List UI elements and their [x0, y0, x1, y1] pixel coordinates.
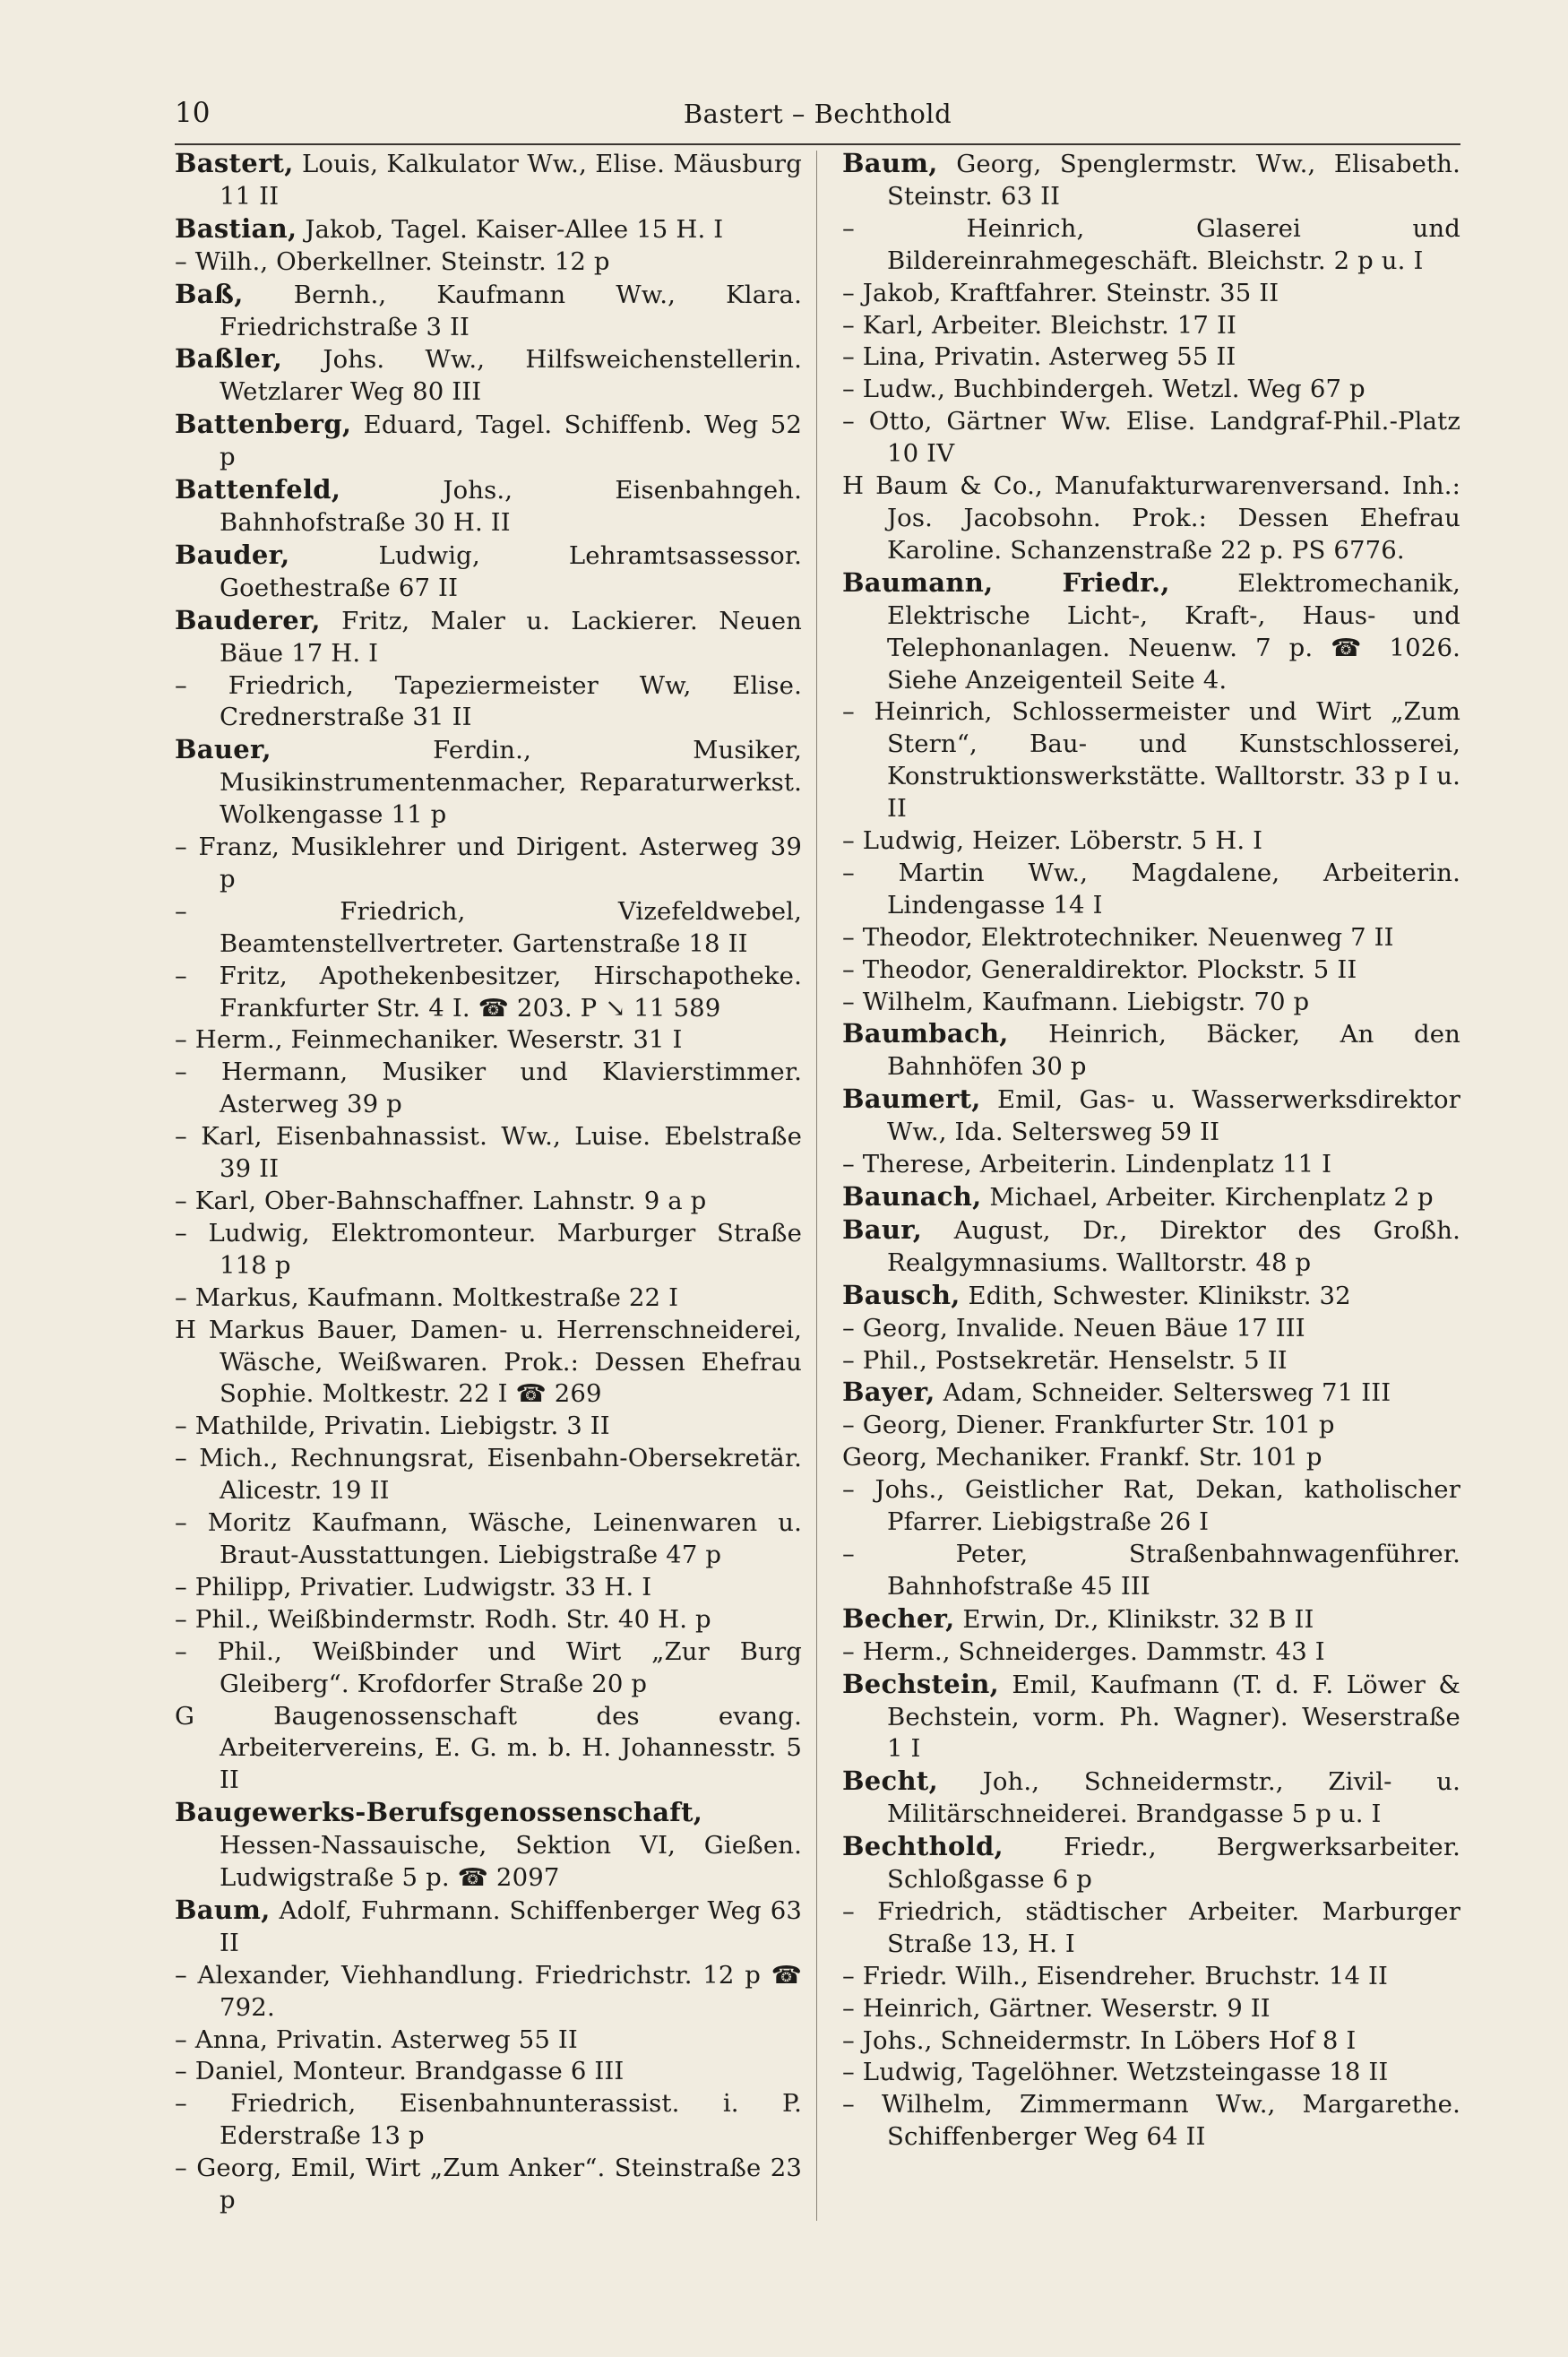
entry-details: – Fritz, Apothekenbesitzer, Hirschapotheke. Frankfurter Str. 4 I. ☎ 203. P ↘ 11 589 — [175, 961, 802, 1023]
entry-details: Jakob, Tagel. Kaiser-Allee 15 H. I — [297, 214, 724, 244]
entry-details: Bernh., Kaufmann Ww., Klara. Friedrichstraße 3 II — [220, 280, 802, 341]
entry-details: Ferdin., Musiker, Musikinstrumentenmacher, Reparaturwerkst. Wolkengasse 11 p — [220, 736, 802, 830]
entry-details: – Karl, Arbeiter. Bleichstr. 17 II — [842, 310, 1236, 340]
entry-details: Elektromechanik, Elektrische Licht-, Kraft-, Haus- und Telephonanlagen. Neuenw. 7 p. ☎ 1026. Siehe Anzeigenteil Seite 4. — [887, 568, 1460, 695]
directory-entry — [842, 406, 1460, 471]
entry-details: Georg, Spenglermstr. Ww., Elisabeth. Steinstr. 63 II — [887, 150, 1460, 211]
entry-surname: Baß, — [175, 278, 244, 309]
entry-details: Georg, Mechaniker. Frankf. Str. 101 p — [842, 1443, 1322, 1472]
entry-details: – Karl, Eisenbahnassist. Ww., Luise. Ebelstraße 39 II — [175, 1122, 802, 1184]
entry-details: – Georg, Invalide. Neuen Bäue 17 III — [842, 1313, 1305, 1343]
directory-entry — [842, 1181, 1460, 1214]
entry-details: – Wilhelm, Zimmermann Ww., Margarethe. Schiffenberger Weg 64 II — [842, 2090, 1460, 2152]
entry-details: – Friedr. Wilh., Eisendreher. Bruchstr. 14 II — [842, 1961, 1389, 1990]
directory-entry — [842, 1410, 1460, 1442]
directory-entry — [842, 341, 1460, 374]
directory-entry — [175, 961, 802, 1025]
entry-details: – Markus, Kaufmann. Moltkestraße 22 I — [175, 1282, 679, 1312]
directory-entry — [175, 2056, 802, 2088]
column-divider — [816, 151, 817, 2221]
directory-entry — [842, 825, 1460, 858]
entry-surname: Bastert, — [175, 148, 294, 178]
entry-details: Louis, Kalkulator Ww., Elise. Mäusburg 11 II — [220, 150, 802, 211]
entry-details: Michael, Arbeiter. Kirchenplatz 2 p — [981, 1183, 1434, 1212]
directory-entry — [175, 2153, 802, 2217]
entry-surname: Becher, — [842, 1602, 955, 1634]
directory-entry — [175, 1443, 802, 1507]
entry-details: Friedr., Bergwerksarbeiter. Schloßgasse 6 p — [887, 1833, 1460, 1895]
entry-surname: Baunach, — [842, 1181, 982, 1212]
directory-entry — [175, 1186, 802, 1218]
directory-entry — [842, 148, 1460, 213]
directory-entry — [842, 2057, 1460, 2089]
directory-entry — [842, 2025, 1460, 2058]
entry-details: Edith, Schwester. Klinikstr. 32 — [960, 1281, 1351, 1310]
directory-entry — [175, 605, 802, 670]
entry-surname: Bechstein, — [842, 1668, 1000, 1699]
entry-details: – Peter, Straßenbahnwagenführer. Bahnhofstraße 45 III — [842, 1539, 1460, 1601]
entry-surname: Bastian, — [175, 212, 297, 244]
directory-entry — [175, 1636, 802, 1701]
entry-surname: Battenberg, — [175, 409, 352, 440]
directory-entry — [175, 1960, 802, 2025]
entry-details: Johs., Eisenbahngeh. Bahnhofstraße 30 H. II — [220, 476, 802, 537]
entry-details: G Baugenossenschaft des evang. Arbeitervereins, E. G. m. b. H. Johannesstr. 5 II — [175, 1701, 802, 1795]
entry-details: – Therese, Arbeiterin. Lindenplatz 11 I — [842, 1150, 1332, 1179]
entry-details: – Mathilde, Privatin. Liebigstr. 3 II — [175, 1412, 610, 1441]
directory-entry — [175, 1572, 802, 1604]
entry-details: – Friedrich, Eisenbahnunterassist. i. P. Ederstraße 13 p — [175, 2089, 802, 2151]
entry-details: – Phil., Weißbindermstr. Rodh. Str. 40 H. p — [175, 1604, 711, 1634]
directory-entry — [175, 1024, 802, 1057]
directory-entry — [842, 1345, 1460, 1377]
entry-surname: Baßler, — [175, 343, 283, 375]
directory-entry — [842, 1377, 1460, 1410]
directory-entry — [175, 540, 802, 605]
directory-entry — [175, 832, 802, 896]
entry-details: Johs. Ww., Hilfsweichenstellerin. Wetzlarer Weg 80 III — [220, 345, 802, 407]
entry-details: – Ludwig, Heizer. Löberstr. 5 H. I — [842, 826, 1263, 856]
directory-entry — [842, 310, 1460, 342]
directory-entry — [842, 954, 1460, 987]
entry-details: Ludwig, Lehramtsassessor. Goethestraße 67 II — [220, 540, 802, 602]
entry-details: – Moritz Kaufmann, Wäsche, Leinenwaren u. Braut-Ausstattungen. Liebigstraße 47 p — [175, 1508, 802, 1569]
entry-details: – Georg, Diener. Frankfurter Str. 101 p — [842, 1411, 1335, 1440]
entry-surname: Bayer, — [842, 1377, 935, 1408]
entry-surname: Bauer, — [175, 734, 271, 765]
entry-details: Emil, Gas- u. Wasserwerksdirektor Ww., Ida. Seltersweg 59 II — [887, 1085, 1460, 1147]
entry-details: – Anna, Privatin. Asterweg 55 II — [175, 2025, 578, 2054]
directory-entry — [842, 1214, 1460, 1280]
directory-entry — [842, 1474, 1460, 1539]
directory-entry — [175, 1315, 802, 1412]
entry-details: – Wilh., Oberkellner. Steinstr. 12 p — [175, 246, 610, 276]
entry-details: – Wilhelm, Kaufmann. Liebigstr. 70 p — [842, 987, 1310, 1016]
directory-entry — [175, 1895, 802, 1960]
entry-details: Erwin, Dr., Klinikstr. 32 B II — [954, 1604, 1314, 1634]
directory-entry — [842, 1669, 1460, 1766]
directory-entry — [175, 409, 802, 474]
directory-entry — [842, 1603, 1460, 1636]
directory-entry — [175, 670, 802, 735]
directory-entry — [842, 567, 1460, 697]
entry-details: – Friedrich, Vizefeldwebel, Beamtenstellvertreter. Gartenstraße 18 II — [175, 896, 802, 958]
directory-entry — [842, 278, 1460, 310]
directory-entry — [175, 1057, 802, 1121]
directory-entry — [842, 374, 1460, 406]
entry-surname: Becht, — [842, 1766, 938, 1797]
directory-entry — [175, 2088, 802, 2153]
right-column — [842, 148, 1460, 2154]
directory-entry — [842, 1280, 1460, 1313]
entry-details: – Herm., Schneiderges. Dammstr. 43 I — [842, 1636, 1325, 1666]
entry-details: – Philipp, Privatier. Ludwigstr. 33 H. I — [175, 1572, 652, 1602]
entry-details: Emil, Kaufmann (T. d. F. Löwer & Bechstein, vorm. Ph. Wagner). Weserstraße 1 I — [887, 1670, 1460, 1764]
directory-entry — [842, 1018, 1460, 1084]
running-head: Bastert – Bechthold — [683, 99, 952, 129]
entry-surname: Bauder, — [175, 539, 290, 570]
directory-entry — [175, 1282, 802, 1315]
directory-entry — [842, 1084, 1460, 1149]
entry-details: August, Dr., Direktor des Großh. Realgymnasiums. Walltorstr. 48 p — [887, 1215, 1460, 1277]
page-number: 10 — [175, 97, 211, 129]
directory-entry — [842, 1961, 1460, 1993]
entry-surname: Baumbach, — [842, 1018, 1009, 1049]
entry-details: – Phil., Weißbinder und Wirt „Zur Burg Gleiberg“. Krofdorfer Straße 20 p — [175, 1636, 802, 1698]
entry-details: Adolf, Fuhrmann. Schiffenberger Weg 63 II — [220, 1895, 802, 1957]
entry-details: – Ludwig, Elektromonteur. Marburger Straße 118 p — [175, 1218, 802, 1280]
entry-surname: Bauderer, — [175, 604, 321, 635]
directory-entry — [175, 1701, 802, 1798]
entry-details: Heinrich, Bäcker, An den Bahnhöfen 30 p — [887, 1020, 1460, 1082]
directory-entry — [842, 471, 1460, 567]
directory-entry — [842, 2089, 1460, 2154]
entry-details: – Herm., Feinmechaniker. Weserstr. 31 I — [175, 1025, 683, 1055]
entry-details: – Friedrich, städtischer Arbeiter. Marburger Straße 13, H. I — [842, 1896, 1460, 1958]
directory-entry — [175, 1121, 802, 1186]
directory-entry — [175, 734, 802, 832]
entry-details: – Lina, Privatin. Asterweg 55 II — [842, 342, 1236, 372]
directory-entry — [842, 1149, 1460, 1181]
entry-details: – Heinrich, Glaserei und Bildereinrahmegeschäft. Bleichstr. 2 p u. I — [842, 213, 1460, 275]
entry-details: – Jakob, Kraftfahrer. Steinstr. 35 II — [842, 278, 1279, 307]
entry-details: – Ludwig, Tagelöhner. Wetzsteingasse 18 II — [842, 2058, 1389, 2087]
entry-details: – Georg, Emil, Wirt „Zum Anker“. Steinstraße 23 p — [175, 2154, 802, 2215]
entry-surname: Baum, — [175, 1894, 271, 1925]
entry-details: – Johs., Schneidermstr. In Löbers Hof 8 I — [842, 2025, 1357, 2055]
directory-entry — [175, 1797, 802, 1895]
directory-entry — [175, 148, 802, 213]
directory-entry — [842, 922, 1460, 954]
directory-entry — [175, 213, 802, 246]
directory-entry — [842, 213, 1460, 278]
entry-surname: Bausch, — [842, 1279, 961, 1310]
left-column — [175, 148, 802, 2217]
directory-entry — [175, 279, 802, 344]
entry-surname: Baur, — [842, 1213, 923, 1245]
entry-details: Hessen-Nassauische, Sektion VI, Gießen. Ludwigstraße 5 p. ☎ 2097 — [220, 1831, 802, 1893]
entry-surname: Battenfeld, — [175, 474, 341, 505]
directory-entry — [842, 1442, 1460, 1474]
entry-details: Eduard, Tagel. Schiffenb. Weg 52 p — [220, 410, 802, 472]
directory-entry — [175, 1507, 802, 1572]
directory-entry — [175, 474, 802, 540]
entry-details: H Baum & Co., Manufakturwarenversand. Inh.: Jos. Jacobsohn. Prok.: Dessen Ehefrau Karoline. Schanzenstraße 22 p. PS 6776. — [842, 471, 1460, 565]
directory-entry — [842, 1313, 1460, 1345]
entry-surname: Baumert, — [842, 1084, 981, 1115]
directory-entry — [175, 343, 802, 409]
entry-details: – Karl, Ober-Bahnschaffner. Lahnstr. 9 a p — [175, 1187, 707, 1215]
entry-details: Adam, Schneider. Seltersweg 71 III — [935, 1378, 1391, 1408]
entry-surname: Bechthold, — [842, 1831, 1004, 1862]
entry-details: H Markus Bauer, Damen- u. Herrenschneiderei, Wäsche, Weißwaren. Prok.: Dessen Ehefrau Sophie. Moltkestr. 22 I ☎ 269 — [175, 1315, 802, 1409]
entry-details: – Heinrich, Gärtner. Weserstr. 9 II — [842, 1993, 1271, 2023]
entry-details: Fritz, Maler u. Lackierer. Neuen Bäue 17 H. I — [220, 606, 802, 668]
entry-surname: Baum, — [842, 148, 938, 178]
directory-entry — [842, 696, 1460, 825]
directory-entry — [175, 2025, 802, 2057]
entry-details: – Martin Ww., Magdalene, Arbeiterin. Lindengasse 14 I — [842, 858, 1460, 919]
directory-entry — [842, 1636, 1460, 1669]
directory-entry — [175, 1218, 802, 1282]
entry-details: – Daniel, Monteur. Brandgasse 6 III — [175, 2057, 625, 2086]
directory-entry — [175, 896, 802, 961]
directory-entry — [842, 987, 1460, 1019]
entry-details: – Hermann, Musiker und Klavierstimmer. Asterweg 39 p — [175, 1058, 802, 1119]
directory-entry — [842, 1766, 1460, 1831]
entry-details: – Theodor, Generaldirektor. Plockstr. 5 II — [842, 954, 1357, 984]
entry-surname: Baumann, Friedr., — [842, 566, 1170, 598]
entry-details: – Friedrich, Tapeziermeister Ww, Elise. Crednerstraße 31 II — [175, 670, 802, 732]
directory-entry — [842, 1993, 1460, 2025]
entry-details: – Ludw., Buchbindergeh. Wetzl. Weg 67 p — [842, 375, 1366, 404]
directory-entry — [842, 858, 1460, 922]
entry-details: – Heinrich, Schlossermeister und Wirt „Zum Stern“, Bau- und Kunstschlosserei, Konstruktionswerkstätte. Walltorstr. 33 p I u. II — [842, 697, 1460, 824]
directory-entry — [842, 1831, 1460, 1896]
directory-entry — [175, 1411, 802, 1443]
directory-entry — [842, 1539, 1460, 1603]
entry-details: – Theodor, Elektrotechniker. Neuenweg 7 II — [842, 922, 1394, 952]
page-header — [175, 97, 1460, 145]
directory-entry — [842, 1896, 1460, 1961]
entry-details: – Otto, Gärtner Ww. Elise. Landgraf-Phil.-Platz 10 IV — [842, 407, 1460, 469]
entry-details: Joh., Schneidermstr., Zivil- u. Militärschneiderei. Brandgasse 5 p u. I — [887, 1767, 1460, 1829]
entry-details: – Mich., Rechnungsrat, Eisenbahn-Obersekretär. Alicestr. 19 II — [175, 1444, 802, 1506]
entry-details: – Johs., Geistlicher Rat, Dekan, katholischer Pfarrer. Liebigstraße 26 I — [842, 1475, 1460, 1537]
entry-details: – Franz, Musiklehrer und Dirigent. Asterweg 39 p — [175, 833, 802, 894]
entry-details: – Alexander, Viehhandlung. Friedrichstr. 12 p ☎ 792. — [175, 1960, 802, 2022]
directory-entry — [175, 246, 802, 279]
entry-details: – Phil., Postsekretär. Henselstr. 5 II — [842, 1345, 1288, 1375]
directory-entry — [175, 1604, 802, 1636]
entry-surname: Baugewerks-Berufsgenossenschaft, — [175, 1797, 703, 1828]
